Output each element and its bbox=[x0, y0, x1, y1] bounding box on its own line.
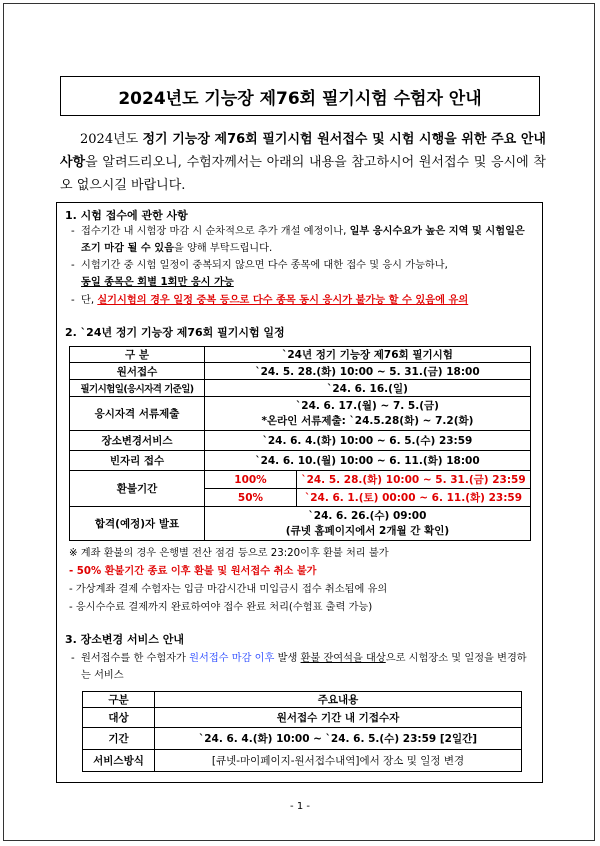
section3-bullet-text-2: 발생 bbox=[274, 653, 301, 664]
refund-note-3: - 가상계좌 결제 수험자는 입금 마감시간내 미입금시 접수 취소됨에 유의 bbox=[69, 584, 388, 595]
refund-pct-50: 50% bbox=[205, 489, 297, 507]
schedule-value: `24. 6. 10.(월) 10:00 ~ 6. 11.(화) 18:00 bbox=[205, 451, 531, 471]
section3-bullet bbox=[71, 650, 533, 684]
service-header-category: 구분 bbox=[83, 692, 155, 708]
service-value: [큐넷-마이페이지-원서접수내역]에서 장소 및 일정 변경 bbox=[155, 750, 522, 772]
schedule-header-row bbox=[70, 347, 531, 363]
service-table bbox=[82, 691, 522, 772]
section1-bullet-1-bold: 일부 응시수요가 높은 지역 및 시험일은 조기 마감 될 수 있음 bbox=[81, 226, 525, 254]
section3-bullet-text: 원서접수를 한 수험자가 bbox=[81, 653, 190, 664]
service-label: 서비스방식 bbox=[83, 750, 155, 772]
announce-label: 합격(예정)자 발표 bbox=[70, 507, 205, 541]
section3-bullet-text-3: 으로 시험장소 및 일정을 변경하는 서비스 bbox=[81, 653, 527, 681]
schedule-value bbox=[205, 397, 531, 431]
page-number: - 1 - bbox=[290, 801, 310, 812]
service-row bbox=[83, 728, 522, 750]
schedule-label: 빈자리 접수 bbox=[70, 451, 205, 471]
intro-text-1: 2024년도 bbox=[80, 132, 143, 147]
refund-row-100 bbox=[70, 471, 531, 489]
refund-pct-100: 100% bbox=[205, 471, 297, 489]
service-header-content: 주요내용 bbox=[155, 692, 522, 708]
refund-note-4: - 응시수수료 결제까지 완료하여야 접수 완료 처리(수험표 출력 가능) bbox=[69, 602, 373, 613]
section2-title: 2. `24년 정기 기능장 제76회 필기시험 일정 bbox=[65, 326, 285, 339]
intro-paragraph bbox=[60, 128, 546, 197]
schedule-value: `24. 6. 16.(일) bbox=[205, 380, 531, 397]
section1-bullet-2-bold: 동일 종목은 회별 1회만 응시 가능 bbox=[81, 277, 234, 288]
section1-bullet-2-text: 시험기간 중 시험 일정이 중복되지 않으면 다수 종목에 대한 접수 및 응시 가능하나, bbox=[81, 260, 448, 271]
bullet-dash: - bbox=[71, 653, 75, 664]
announce-date: `24. 6. 26.(수) 09:00 bbox=[308, 509, 427, 522]
section1-bullet-2 bbox=[71, 257, 537, 291]
schedule-header-category: 구 분 bbox=[70, 347, 205, 363]
page-title-text: 2024년도 기능장 제76회 필기시험 수험자 안내 bbox=[118, 88, 482, 109]
refund-period-50: `24. 6. 1.(토) 00:00 ~ 6. 11.(화) 23:59 bbox=[297, 489, 531, 507]
service-value: 원서접수 기간 내 기접수자 bbox=[155, 708, 522, 728]
service-value: `24. 6. 4.(화) 10:00 ~ `24. 6. 5.(수) 23:59 [2일간] bbox=[155, 728, 522, 750]
section1-bullet-3-text: 단, bbox=[81, 295, 98, 306]
schedule-value: `24. 6. 4.(화) 10:00 ~ 6. 5.(수) 23:59 bbox=[205, 431, 531, 451]
schedule-label: 응시자격 서류제출 bbox=[70, 397, 205, 431]
schedule-table bbox=[69, 346, 531, 541]
section1-bullet-3-warning: 실기시험의 경우 일정 중복 등으로 다수 종목 동시 응시가 불가능 할 수 있음에 유의 bbox=[97, 295, 469, 306]
announce-value bbox=[205, 507, 531, 541]
bullet-dash: - bbox=[71, 295, 75, 306]
section1-bullet-3 bbox=[71, 292, 541, 309]
main-content-box bbox=[56, 202, 543, 783]
schedule-value-line-1: `24. 6. 17.(월) ~ 7. 5.(금) bbox=[296, 399, 439, 412]
service-row bbox=[83, 750, 522, 772]
schedule-label: 원서접수 bbox=[70, 363, 205, 380]
announce-note: (큐넷 홈페이지에서 2개월 간 확인) bbox=[285, 524, 450, 537]
refund-label: 환불기간 bbox=[70, 471, 205, 507]
schedule-row bbox=[70, 451, 531, 471]
refund-note-1: ※ 계좌 환불의 경우 은행별 전산 점검 등으로 23:20이후 환불 처리 불가 bbox=[69, 548, 389, 559]
service-row bbox=[83, 708, 522, 728]
announce-row bbox=[70, 507, 531, 541]
schedule-label: 장소변경서비스 bbox=[70, 431, 205, 451]
schedule-row bbox=[70, 431, 531, 451]
schedule-row bbox=[70, 380, 531, 397]
section3-title: 3. 장소변경 서비스 안내 bbox=[65, 633, 184, 646]
schedule-row bbox=[70, 397, 531, 431]
schedule-header-exam: `24년 정기 기능장 제76회 필기시험 bbox=[205, 347, 531, 363]
section1-bullet-1-tail: 을 양해 부탁드립니다. bbox=[173, 243, 273, 254]
service-label: 대상 bbox=[83, 708, 155, 728]
section3-bullet-highlight-1: 원서접수 마감 이후 bbox=[189, 653, 275, 664]
refund-period-100: `24. 5. 28.(화) 10:00 ~ 5. 31.(금) 23:59 bbox=[297, 471, 531, 489]
schedule-value-line-2: *온라인 서류제출: `24.5.28(화) ~ 7.2(화) bbox=[261, 414, 474, 427]
refund-note-2: - 50% 환불기간 종료 이후 환불 및 원서접수 취소 불가 bbox=[69, 566, 317, 577]
schedule-row bbox=[70, 363, 531, 380]
service-header-row bbox=[83, 692, 522, 708]
service-label: 기간 bbox=[83, 728, 155, 750]
section3-bullet-highlight-2: 환불 잔여석을 대상 bbox=[300, 653, 386, 664]
section1-bullet-1 bbox=[71, 223, 533, 257]
intro-text-2: 을 알려드리오니, 수험자께서는 아래의 내용을 참고하시어 원서접수 및 응시에 착오 없으시길 바랍니다. bbox=[60, 155, 546, 193]
page-title bbox=[60, 76, 540, 116]
schedule-value: `24. 5. 28.(화) 10:00 ~ 5. 31.(금) 18:00 bbox=[205, 363, 531, 380]
section1-bullet-1-text: 접수기간 내 시험장 마감 시 순차적으로 추가 개설 예정이나, bbox=[81, 226, 350, 237]
section1-title: 1. 시험 접수에 관한 사항 bbox=[65, 209, 188, 222]
intro-text-bold: 정기 기능장 제76회 필기시험 원서접수 및 시험 시행을 위한 주요 안내사항 bbox=[60, 132, 546, 170]
bullet-dash: - bbox=[71, 226, 75, 237]
schedule-label: 필기시험일(응시자격 기준일) bbox=[70, 380, 205, 397]
bullet-dash: - bbox=[71, 260, 75, 271]
